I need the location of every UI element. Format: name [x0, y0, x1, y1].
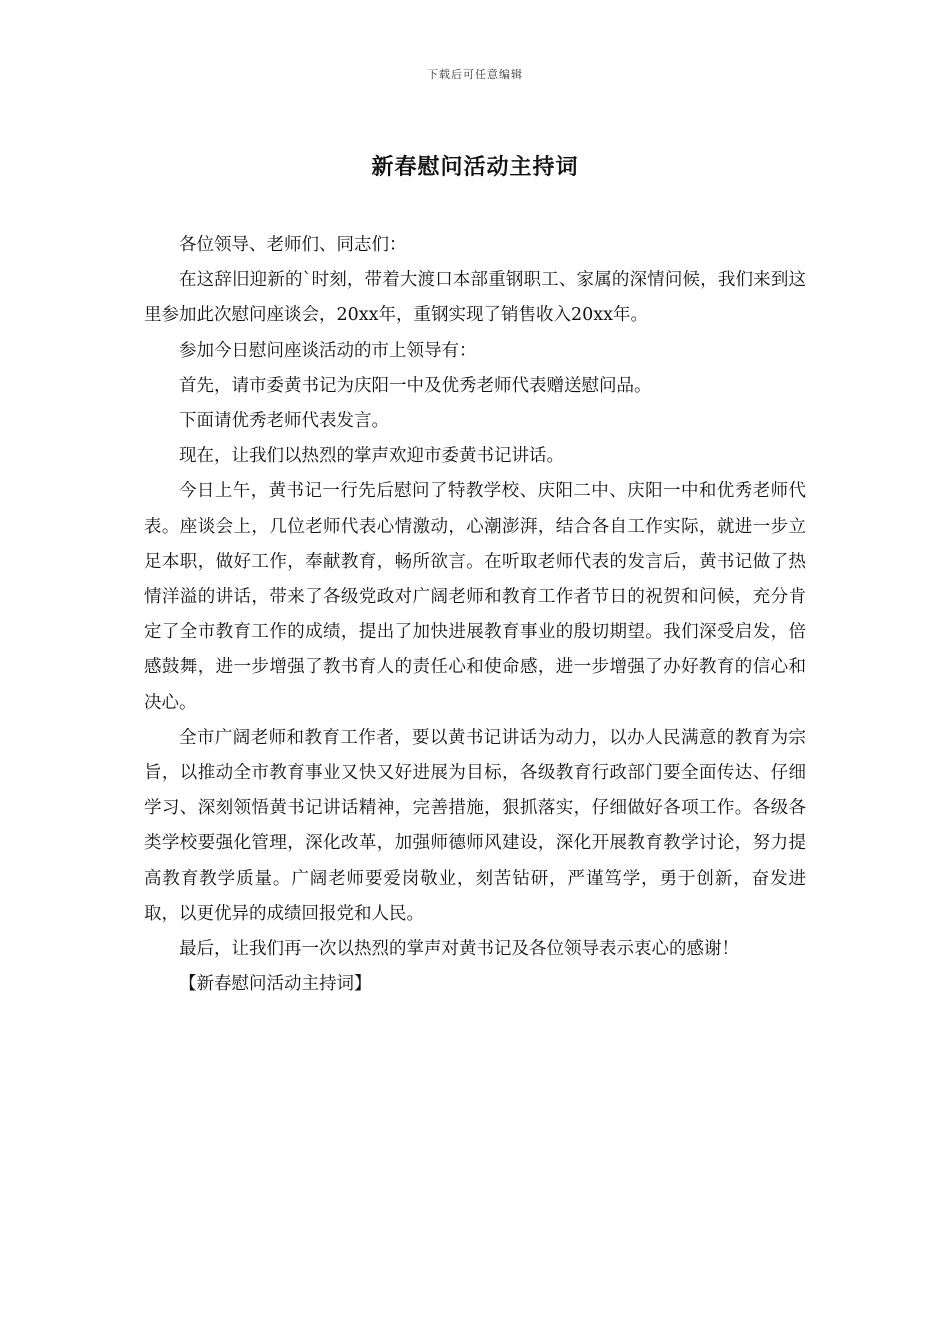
paragraph-teacher-speech: 下面请优秀老师代表发言。 — [179, 411, 389, 432]
document-title: 新春慰问活动主持词 — [371, 154, 579, 180]
header-note: 下载后可任意编辑 — [427, 68, 523, 81]
paragraph-gifts: 首先，请市委黄书记为庆阳一中及优秀老师代表赠送慰问品。 — [179, 375, 652, 396]
paragraph-leaders: 参加今日慰问座谈活动的市上领导有： — [179, 340, 477, 361]
paragraph-greeting: 各位领导、老师们、同志们： — [179, 235, 407, 255]
paragraph-visit-summary: 今日上午，黄书记一行先后慰问了特教学校、庆阳二中、庆阳一中和优秀老师代表。座谈会上，几位老师代表心情激动，心潮澎湃，结合各自工作实际，就进一步立足本职，做好工作，奉献教育，畅所欲言。在听取老师代表的发言后，黄书记做了热情洋溢的讲话，带来了各级党政对广阔老师和教育工作者节日的祝贺和问候，充分肯定了全市教育工作的成绩，提出了加快进展教育事业的殷切期望。我们深受启发，倍感鼓舞，进一步增强了教书育人的责任心和使命感，进一步增强了办好教育的信心和决心。 — [144, 481, 806, 713]
paragraph-call-to-action: 全市广阔老师和教育工作者，要以黄书记讲话为动力，以办人民满意的教育为宗旨，以推动全市教育事业又快又好进展为目标，各级教育行政部门要全面传达、仔细学习、深刻领悟黄书记讲话精神，完善措施，狠抓落实，仔细做好各项工作。各级各类学校要强化管理，深化改革，加强师德师风建设，深化开展教育教学讨论，努力提高教育教学质量。广阔老师要爱岗敬业，刻苦钻研，严谨笃学，勇于创新，奋发进取，以更优异的成绩回报党和人民。 — [144, 727, 806, 924]
paragraph-opening: 在这辞旧迎新的`时刻，带着大渡口本部重钢职工、家属的深情问候，我们来到这里参加此次慰问座谈会，20xx年，重钢实现了销售收入20xx年。 — [144, 270, 806, 326]
paragraph-footer-title: 【新春慰问活动主持词】 — [179, 974, 372, 995]
document-body — [144, 228, 806, 1002]
paragraph-secretary-speech: 现在，让我们以热烈的掌声欢迎市委黄书记讲话。 — [179, 446, 564, 467]
paragraph-closing: 最后，让我们再一次以热烈的掌声对黄书记及各位领导表示衷心的感谢！ — [179, 939, 739, 960]
